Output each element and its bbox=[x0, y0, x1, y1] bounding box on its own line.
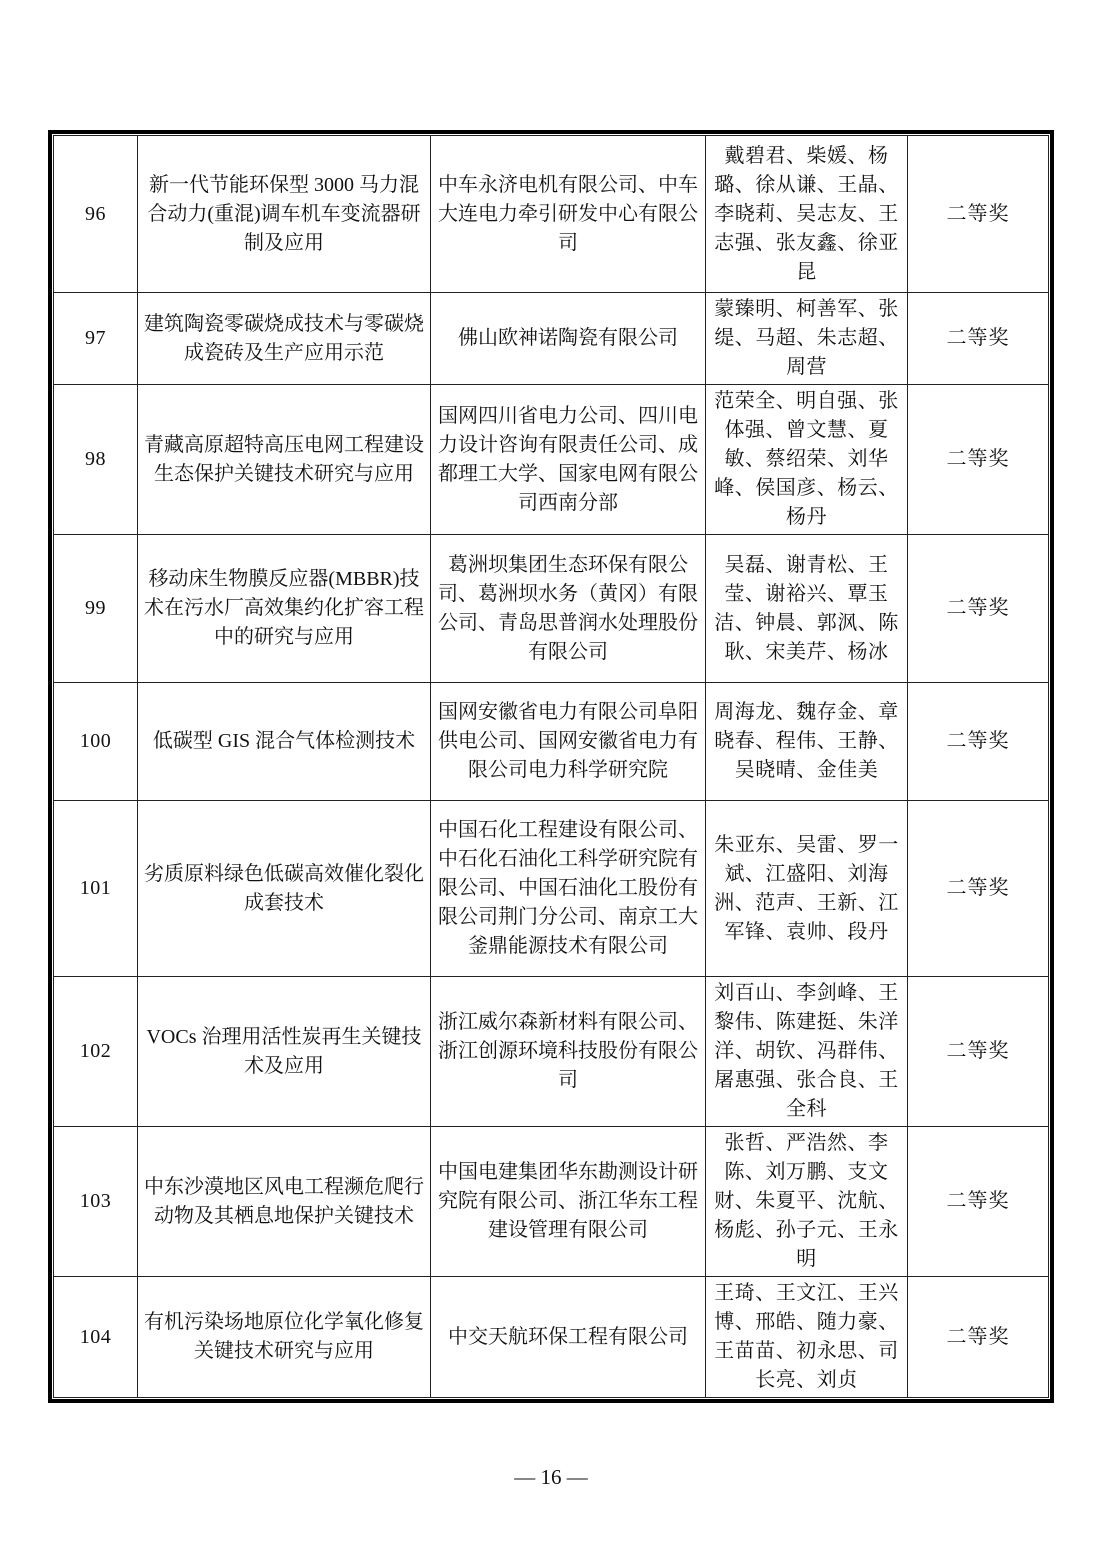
cell-awardees: 蒙臻明、柯善军、张缇、马超、朱志超、周营 bbox=[706, 293, 908, 385]
cell-organizations: 葛洲坝集团生态环保有限公司、葛洲坝水务（黄冈）有限公司、青岛思普润水处理股份有限公司 bbox=[431, 535, 706, 683]
cell-project-name: VOCs 治理用活性炭再生关键技术及应用 bbox=[138, 977, 431, 1127]
cell-project-name: 有机污染场地原位化学氧化修复关键技术研究与应用 bbox=[138, 1277, 431, 1398]
cell-award-level: 二等奖 bbox=[908, 385, 1049, 535]
cell-organizations: 中国石化工程建设有限公司、中石化石油化工科学研究院有限公司、中国石油化工股份有限公司荆门分公司、南京工大釜鼎能源技术有限公司 bbox=[431, 801, 706, 977]
table-row bbox=[54, 136, 1049, 293]
cell-award-level: 二等奖 bbox=[908, 801, 1049, 977]
cell-project-name: 建筑陶瓷零碳烧成技术与零碳烧成瓷砖及生产应用示范 bbox=[138, 293, 431, 385]
cell-entry-number: 101 bbox=[54, 801, 138, 977]
cell-entry-number: 96 bbox=[54, 136, 138, 293]
cell-organizations: 中车永济电机有限公司、中车大连电力牵引研发中心有限公司 bbox=[431, 136, 706, 293]
cell-awardees: 张哲、严浩然、李陈、刘万鹏、支文财、朱夏平、沈航、杨彪、孙子元、王永明 bbox=[706, 1127, 908, 1277]
table-row bbox=[54, 293, 1049, 385]
cell-entry-number: 104 bbox=[54, 1277, 138, 1398]
cell-award-level: 二等奖 bbox=[908, 683, 1049, 801]
cell-entry-number: 103 bbox=[54, 1127, 138, 1277]
cell-organizations: 佛山欧神诺陶瓷有限公司 bbox=[431, 293, 706, 385]
table-row bbox=[54, 385, 1049, 535]
cell-awardees: 王琦、王文江、王兴博、邢皓、随力豪、王苗苗、初永思、司长亮、刘贞 bbox=[706, 1277, 908, 1398]
cell-award-level: 二等奖 bbox=[908, 1127, 1049, 1277]
cell-award-level: 二等奖 bbox=[908, 1277, 1049, 1398]
page-number: — 16 — bbox=[514, 1465, 588, 1489]
cell-awardees: 刘百山、李剑峰、王黎伟、陈建挺、朱洋洋、胡钦、冯群伟、屠惠强、张合良、王全科 bbox=[706, 977, 908, 1127]
cell-awardees: 周海龙、魏存金、章晓春、程伟、王静、吴晓晴、金佳美 bbox=[706, 683, 908, 801]
cell-award-level: 二等奖 bbox=[908, 977, 1049, 1127]
award-table-border bbox=[48, 130, 1054, 1403]
cell-entry-number: 100 bbox=[54, 683, 138, 801]
cell-entry-number: 102 bbox=[54, 977, 138, 1127]
table-row bbox=[54, 535, 1049, 683]
cell-awardees: 范荣全、明自强、张体强、曾文慧、夏敏、蔡绍荣、刘华峰、侯国彦、杨云、杨丹 bbox=[706, 385, 908, 535]
cell-organizations: 中国电建集团华东勘测设计研究院有限公司、浙江华东工程建设管理有限公司 bbox=[431, 1127, 706, 1277]
table-row bbox=[54, 801, 1049, 977]
cell-award-level: 二等奖 bbox=[908, 136, 1049, 293]
table-row bbox=[54, 1127, 1049, 1277]
cell-awardees: 吴磊、谢青松、王莹、谢裕兴、覃玉洁、钟晨、郭沨、陈耿、宋美芹、杨冰 bbox=[706, 535, 908, 683]
cell-project-name: 低碳型 GIS 混合气体检测技术 bbox=[138, 683, 431, 801]
cell-award-level: 二等奖 bbox=[908, 535, 1049, 683]
cell-organizations: 中交天航环保工程有限公司 bbox=[431, 1277, 706, 1398]
cell-awardees: 朱亚东、吴雷、罗一斌、江盛阳、刘海洲、范声、王新、江军锋、袁帅、段丹 bbox=[706, 801, 908, 977]
cell-award-level: 二等奖 bbox=[908, 293, 1049, 385]
cell-awardees: 戴碧君、柴媛、杨璐、徐从谦、王晶、李晓莉、吴志友、王志强、张友鑫、徐亚昆 bbox=[706, 136, 908, 293]
cell-entry-number: 98 bbox=[54, 385, 138, 535]
cell-entry-number: 99 bbox=[54, 535, 138, 683]
table-row bbox=[54, 1277, 1049, 1398]
table-row bbox=[54, 977, 1049, 1127]
cell-entry-number: 97 bbox=[54, 293, 138, 385]
cell-project-name: 移动床生物膜反应器(MBBR)技术在污水厂高效集约化扩容工程中的研究与应用 bbox=[138, 535, 431, 683]
cell-organizations: 国网四川省电力公司、四川电力设计咨询有限责任公司、成都理工大学、国家电网有限公司西南分部 bbox=[431, 385, 706, 535]
cell-project-name: 新一代节能环保型 3000 马力混合动力(重混)调车机车变流器研制及应用 bbox=[138, 136, 431, 293]
award-table bbox=[53, 135, 1049, 1398]
award-table-body bbox=[54, 136, 1049, 1398]
cell-project-name: 中东沙漠地区风电工程濒危爬行动物及其栖息地保护关键技术 bbox=[138, 1127, 431, 1277]
cell-project-name: 劣质原料绿色低碳高效催化裂化成套技术 bbox=[138, 801, 431, 977]
table-row bbox=[54, 683, 1049, 801]
cell-organizations: 浙江威尔森新材料有限公司、浙江创源环境科技股份有限公司 bbox=[431, 977, 706, 1127]
cell-project-name: 青藏高原超特高压电网工程建设生态保护关键技术研究与应用 bbox=[138, 385, 431, 535]
cell-organizations: 国网安徽省电力有限公司阜阳供电公司、国网安徽省电力有限公司电力科学研究院 bbox=[431, 683, 706, 801]
